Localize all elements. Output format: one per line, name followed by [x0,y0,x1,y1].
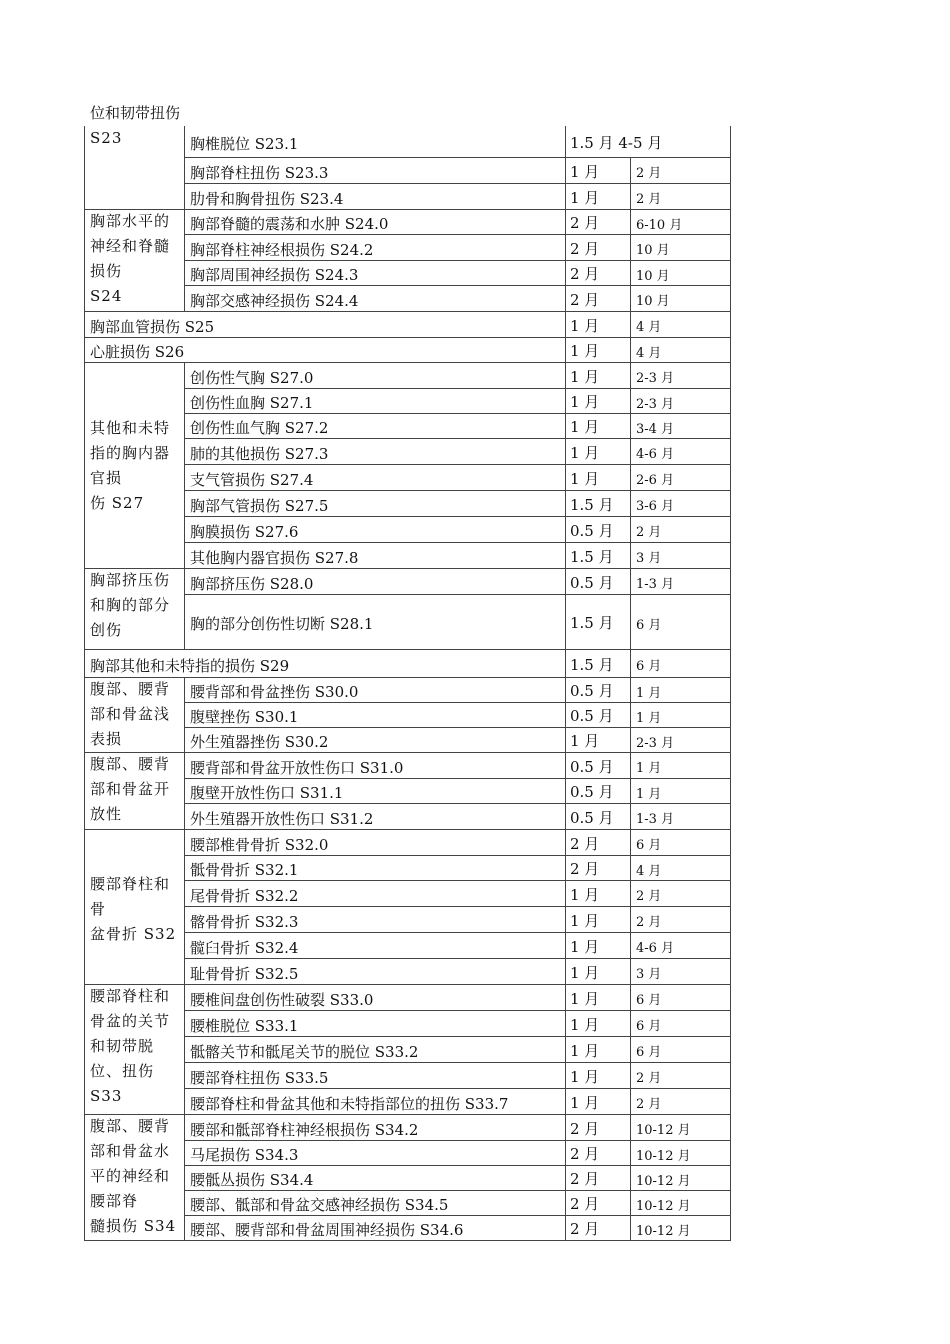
recovery-time-cell: 2-3 月 [636,397,675,412]
category-line: 腰部脊柱和 [90,875,171,893]
recovery-time-cell: 10 月 [636,294,670,309]
recovery-time-cell: 1 月 [636,686,662,701]
table-rule [184,183,185,209]
recovery-time-cell: 2 月 [636,915,662,930]
recovery-time-cell: 6 月 [636,618,662,633]
recovery-time-cell: 2-3 月 [636,736,675,751]
category-line: 和胸的部分 [90,596,171,614]
table-rule [184,778,185,803]
table-rule [630,542,631,568]
treatment-time-cell: 2 月 [570,1220,600,1238]
injury-name-cell: 髋臼骨折 S32.4 [190,939,299,957]
recovery-time-cell: 1 月 [636,787,662,802]
category-cell [90,416,180,516]
recovery-time-cell: 1-3 月 [636,812,675,827]
injury-name-cell: 其他胸内器官损伤 S27.8 [190,549,359,567]
category-line: 平的神经和 [90,1167,171,1185]
recovery-time-cell: 4-6 月 [636,447,675,462]
table-rule [630,803,631,829]
table-rule [630,234,631,260]
injury-name-cell: 肋骨和胸骨扭伤 S23.4 [190,190,344,208]
table-rule [630,752,631,778]
table-rule [184,1114,185,1140]
treatment-time-cell: 1 月 [570,938,600,956]
injury-name-cell: 髂骨骨折 S32.3 [190,913,299,931]
treatment-time-cell: 1 月 [570,1068,600,1086]
table-rule [184,932,185,958]
treatment-time-cell: 0.5 月 [570,574,614,592]
table-rule [184,958,185,984]
treatment-time-cell: 2 月 [570,265,600,283]
table-rule [184,126,185,157]
injury-name-cell: 腹壁开放性伤口 S31.1 [190,784,344,802]
recovery-time-cell: 2 月 [636,166,662,181]
treatment-time-cell: 1 月 [570,1094,600,1112]
recovery-time-cell: 6 月 [636,838,662,853]
treatment-time-cell: 2 月 [570,1170,600,1188]
treatment-time-cell: 1 月 [570,1042,600,1060]
recovery-time-cell: 1 月 [636,761,662,776]
category-line: 和韧带脱 [90,1037,155,1055]
category-line: 腹部、腰背 [90,680,171,698]
category-cell: 心脏损伤 S26 [90,343,185,361]
category-line: 胸部水平的 [90,212,171,230]
recovery-time-cell: 10-12 月 [636,1123,691,1138]
injury-name-cell: 肺的其他损伤 S27.3 [190,445,329,463]
recovery-time-cell: 2 月 [636,525,662,540]
table-rule [630,490,631,516]
category-line: 骨盆的关节 [90,1012,171,1030]
recovery-time-cell: 4 月 [636,346,662,361]
treatment-time-cell: 2 月 [570,1145,600,1163]
recovery-time-cell: 1 月 [636,711,662,726]
table-rule [184,260,185,285]
recovery-time-cell: 2 月 [636,192,662,207]
table-rule [630,702,631,727]
recovery-time-cell: 4 月 [636,864,662,879]
table-rule [184,438,185,464]
treatment-time-cell: 1 月 [570,990,600,1008]
treatment-time-cell: 0.5 月 [570,682,614,700]
injury-name-cell: 胸椎脱位 S23.1 [190,135,299,153]
treatment-time-cell: 2 月 [570,860,600,878]
category-cell [90,126,180,151]
category-cell: 胸部血管损伤 S25 [90,318,215,336]
table-rule [184,829,185,855]
injury-name-cell: 尾骨骨折 S32.2 [190,887,299,905]
table-rule [630,958,631,984]
table-rule [184,542,185,568]
category-line: 伤 S27 [90,494,145,512]
recovery-time-cell: 2 月 [636,889,662,904]
category-cell [90,209,180,309]
injury-name-cell: 外生殖器挫伤 S30.2 [190,733,329,751]
table-rule [184,464,185,490]
treatment-time-cell: 1.5 月 4-5 月 [570,134,663,152]
injury-name-cell: 腰部脊柱和骨盆其他和未特指部位的扭伤 S33.7 [190,1095,509,1113]
treatment-time-cell: 1 月 [570,418,600,436]
injury-name-cell: 腰背部和骨盆挫伤 S30.0 [190,683,359,701]
injury-name-cell: 腰背部和骨盆开放性伤口 S31.0 [190,759,404,777]
table-rule [630,337,631,362]
injury-name-cell: 腰部和骶部脊柱神经根损伤 S34.2 [190,1121,419,1139]
recovery-time-cell: 6 月 [636,1045,662,1060]
treatment-time-cell: 1 月 [570,886,600,904]
table-rule [630,594,631,649]
table-rule [184,803,185,829]
table-rule [630,906,631,932]
table-rule [84,362,731,363]
table-rule [184,702,185,727]
treatment-time-cell: 0.5 月 [570,783,614,801]
category-line: 位、扭伤 [90,1062,155,1080]
recovery-time-cell: 10-12 月 [636,1224,691,1239]
recovery-time-cell: 10-12 月 [636,1149,691,1164]
injury-name-cell: 腰椎脱位 S33.1 [190,1017,299,1035]
table-rule [184,1190,185,1215]
table-rule [630,362,631,388]
injury-name-cell: 腹壁挫伤 S30.1 [190,708,299,726]
injury-name-cell: 胸部周围神经损伤 S24.3 [190,266,359,284]
table-rule [184,1036,185,1062]
treatment-time-cell: 1 月 [570,189,600,207]
table-rule [630,413,631,438]
table-rule [84,1240,731,1241]
table-rule [184,568,185,594]
treatment-time-cell: 1 月 [570,342,600,360]
injury-name-cell: 耻骨骨折 S32.5 [190,965,299,983]
category-line: 放性 [90,805,123,823]
treatment-time-cell: 1 月 [570,732,600,750]
category-line: S23 [90,129,123,147]
injury-name-cell: 支气管损伤 S27.4 [190,471,314,489]
treatment-time-cell: 0.5 月 [570,522,614,540]
recovery-time-cell: 2-3 月 [636,371,675,386]
table-rule [184,906,185,932]
table-rule [630,829,631,855]
injury-name-cell: 腰部、腰背部和骨盆周围神经损伤 S34.6 [190,1221,464,1239]
injury-name-cell: 胸部交感神经损伤 S24.4 [190,292,359,310]
category-cell [90,677,180,752]
treatment-time-cell: 0.5 月 [570,809,614,827]
injury-name-cell: 马尾损伤 S34.3 [190,1146,299,1164]
recovery-time-cell: 10 月 [636,269,670,284]
table-rule [630,157,631,183]
table-rule [630,568,631,594]
table-rule [630,1215,631,1240]
table-rule [84,829,731,830]
table-rule [84,126,85,1240]
table-rule [630,260,631,285]
treatment-time-cell: 2 月 [570,1120,600,1138]
injury-name-cell: 创伤性气胸 S27.0 [190,369,314,387]
category-line: 骨 [90,900,107,918]
injury-name-cell: 腰骶丛损伤 S34.4 [190,1171,314,1189]
table-rule [184,516,185,542]
category-line: 腹部、腰背 [90,755,171,773]
injury-name-cell: 创伤性血气胸 S27.2 [190,419,329,437]
category-line: 部和骨盆开 [90,780,171,798]
category-line: 创伤 [90,621,123,639]
table-rule [630,1088,631,1114]
table-rule [184,388,185,413]
treatment-time-cell: 1 月 [570,393,600,411]
injury-name-cell: 胸部挤压伤 S28.0 [190,575,314,593]
treatment-time-cell: 1.5 月 [570,614,614,632]
treatment-time-cell: 1 月 [570,964,600,982]
category-line: 部和骨盆水 [90,1142,171,1160]
table-rule [184,285,185,311]
treatment-time-cell: 1 月 [570,1016,600,1034]
table-rule [184,752,185,778]
injury-name-cell: 腰部椎骨骨折 S32.0 [190,836,329,854]
injury-recovery-table [84,126,730,1240]
injury-name-cell: 胸的部分创伤性切断 S28.1 [190,615,374,633]
table-rule [565,126,566,1240]
treatment-time-cell: 1 月 [570,444,600,462]
continued-heading: 位和韧带扭伤 [90,104,181,122]
treatment-time-cell: 1.5 月 [570,656,614,674]
table-rule [630,516,631,542]
table-rule [184,157,185,183]
recovery-time-cell: 6-10 月 [636,218,683,233]
recovery-time-cell: 10 月 [636,243,670,258]
injury-name-cell: 胸部脊髓的震荡和水肿 S24.0 [190,215,389,233]
treatment-time-cell: 1 月 [570,912,600,930]
category-line: S24 [90,287,123,305]
table-rule [630,209,631,234]
recovery-time-cell: 3-6 月 [636,499,675,514]
table-rule [630,1036,631,1062]
table-rule [630,727,631,752]
injury-name-cell: 腰部脊柱扭伤 S33.5 [190,1069,329,1087]
recovery-time-cell: 6 月 [636,659,662,674]
injury-name-cell: 腰部、骶部和骨盆交感神经损伤 S34.5 [190,1196,449,1214]
recovery-time-cell: 4-6 月 [636,941,675,956]
treatment-time-cell: 2 月 [570,214,600,232]
category-line: 表损 [90,730,123,748]
table-rule [84,752,731,753]
table-rule [184,1062,185,1088]
treatment-time-cell: 2 月 [570,291,600,309]
recovery-time-cell: 3 月 [636,967,662,982]
treatment-time-cell: 1.5 月 [570,548,614,566]
recovery-time-cell: 2-6 月 [636,473,675,488]
table-rule [84,568,731,569]
recovery-time-cell: 6 月 [636,1019,662,1034]
table-rule [630,855,631,880]
category-line: 官损 [90,469,123,487]
treatment-time-cell: 1 月 [570,163,600,181]
category-cell [90,568,180,643]
table-rule [730,126,731,1240]
recovery-time-cell: 2 月 [636,1071,662,1086]
table-rule [184,1140,185,1165]
category-cell [90,984,180,1109]
recovery-time-cell: 4 月 [636,320,662,335]
table-rule [184,1010,185,1036]
table-rule [184,234,185,260]
table-rule [630,1114,631,1140]
table-rule [184,413,185,438]
injury-name-cell: 胸膜损伤 S27.6 [190,523,299,541]
table-rule [184,1165,185,1190]
table-rule [184,594,185,649]
recovery-time-cell: 10-12 月 [636,1174,691,1189]
category-cell: 胸部其他和未特指的损伤 S29 [90,657,290,675]
treatment-time-cell: 2 月 [570,240,600,258]
injury-name-cell: 外生殖器开放性伤口 S31.2 [190,810,374,828]
table-rule [630,1165,631,1190]
recovery-time-cell: 3 月 [636,551,662,566]
table-rule [630,1140,631,1165]
treatment-time-cell: 1 月 [570,368,600,386]
injury-name-cell: 骶髂关节和骶尾关节的脱位 S33.2 [190,1043,419,1061]
table-rule [84,677,731,678]
category-line: 神经和脊髓 [90,237,171,255]
table-rule [630,1010,631,1036]
treatment-time-cell: 0.5 月 [570,707,614,725]
category-line: S33 [90,1087,123,1105]
table-rule [630,932,631,958]
recovery-time-cell: 3-4 月 [636,422,675,437]
table-rule [84,984,731,985]
table-rule [184,362,185,388]
recovery-time-cell: 6 月 [636,993,662,1008]
category-line: 盆骨折 S32 [90,925,177,943]
table-rule [630,388,631,413]
table-rule [630,1190,631,1215]
table-rule [630,438,631,464]
table-rule [630,778,631,803]
category-line: 部和骨盆浅 [90,705,171,723]
table-rule [184,490,185,516]
table-rule [630,984,631,1010]
treatment-time-cell: 1 月 [570,317,600,335]
recovery-time-cell: 2 月 [636,1097,662,1112]
treatment-time-cell: 1 月 [570,470,600,488]
category-line: 腹部、腰背 [90,1117,171,1135]
category-cell [90,752,180,827]
table-rule [630,183,631,209]
treatment-time-cell: 2 月 [570,835,600,853]
table-rule [184,984,185,1010]
table-rule [184,677,185,702]
category-cell [90,1114,180,1239]
category-cell [90,872,180,947]
injury-name-cell: 胸部气管损伤 S27.5 [190,497,329,515]
table-rule [184,1215,185,1240]
table-rule [630,880,631,906]
recovery-time-cell: 1-3 月 [636,577,675,592]
injury-name-cell: 胸部脊柱扭伤 S23.3 [190,164,329,182]
table-rule [184,855,185,880]
table-rule [630,677,631,702]
category-line: 髓损伤 S34 [90,1217,177,1235]
category-line: 指的胸内器 [90,444,171,462]
category-line: 胸部挤压伤 [90,571,171,589]
category-line: 其他和未特 [90,419,171,437]
treatment-time-cell: 2 月 [570,1195,600,1213]
treatment-time-cell: 1.5 月 [570,496,614,514]
injury-name-cell: 创伤性血胸 S27.1 [190,394,314,412]
table-rule [630,1062,631,1088]
table-rule [630,311,631,337]
table-rule [630,649,631,677]
category-line: 损伤 [90,262,123,280]
table-rule [184,209,185,234]
table-rule [184,1088,185,1114]
treatment-time-cell: 0.5 月 [570,758,614,776]
injury-name-cell: 骶骨骨折 S32.1 [190,861,299,879]
category-line: 腰部脊柱和 [90,987,171,1005]
injury-name-cell: 胸部脊柱神经根损伤 S24.2 [190,241,374,259]
table-rule [630,464,631,490]
table-rule [84,209,731,210]
injury-name-cell: 腰椎间盘创伤性破裂 S33.0 [190,991,374,1009]
recovery-time-cell: 10-12 月 [636,1199,691,1214]
table-rule [630,285,631,311]
table-rule [184,880,185,906]
table-rule [184,727,185,752]
category-line: 腰部脊 [90,1192,139,1210]
